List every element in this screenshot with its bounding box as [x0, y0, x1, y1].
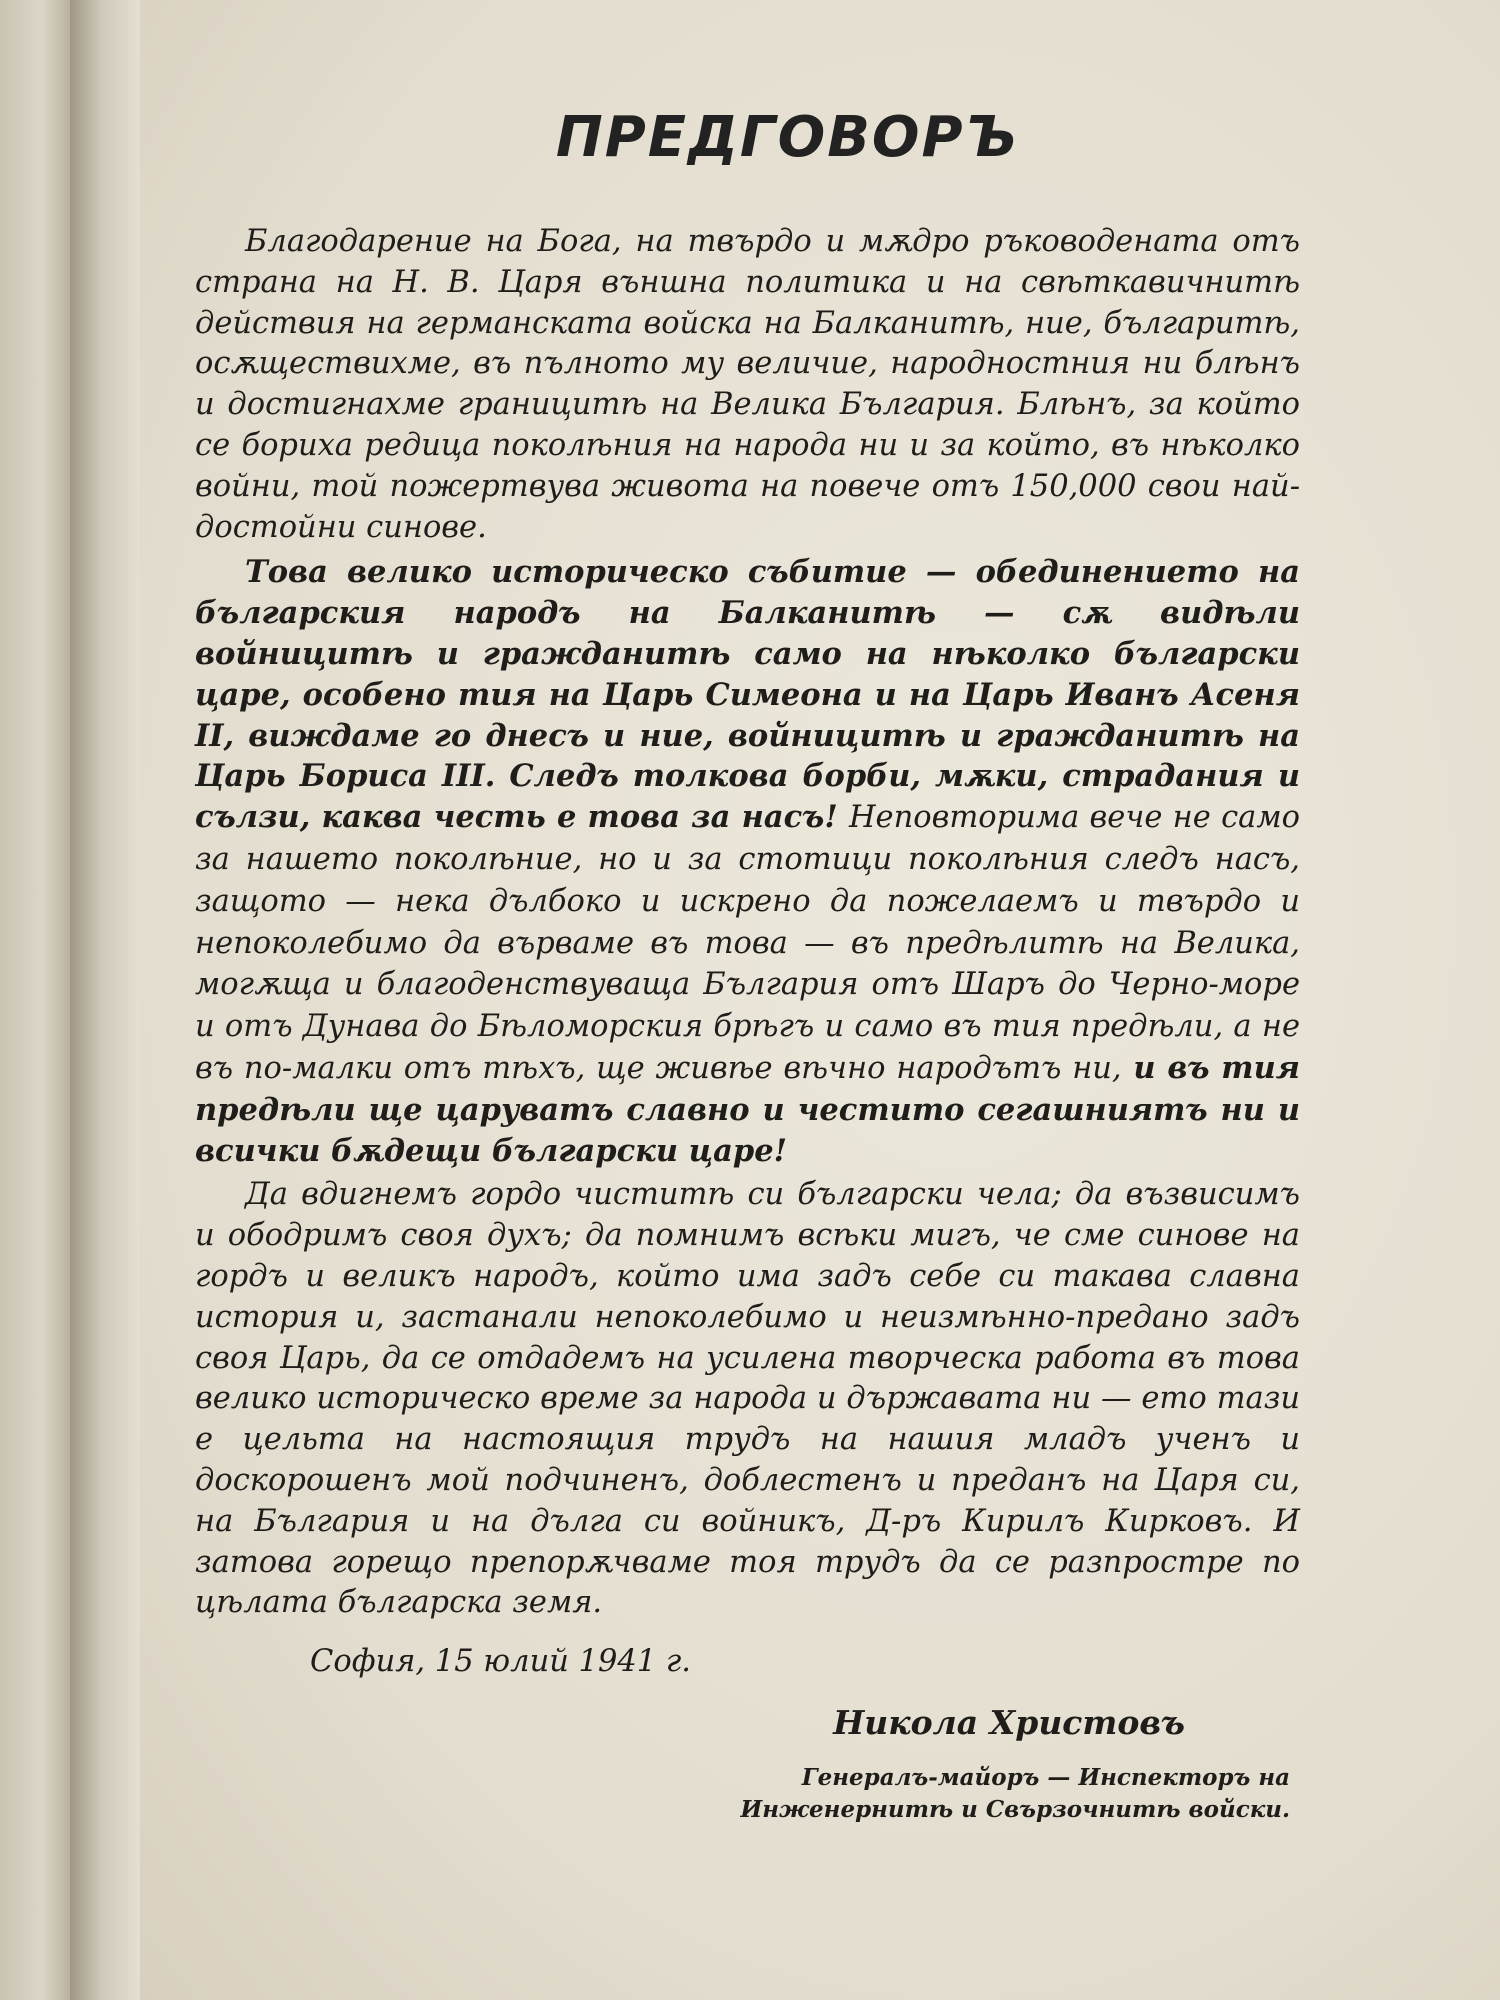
- paragraph-3: Да вдигнемъ гордо чиститѣ си български чела; да възвисимъ и ободримъ своя духъ; да помнимъ всѣки мигъ, че сме синове на гордъ и великъ народъ, който има задъ себе си такава славна история и, застанали непоколебимо и неизмѣнно-предано задъ своя Царь, да се отдадемъ на усилена творческа работа въ това велико историческо време за народа и държавата ни — ето тази е цельта на настоящия трудъ на нашия младъ ученъ и доскорошенъ мой подчиненъ, доблестенъ и преданъ на Царя си, на България и на дълга си войникъ, Д-ръ Кирилъ Кирковъ. И затова горещо препорѫчваме тоя трудъ да се разпростре по цѣлата българска земя.: [195, 1177, 1300, 1621]
- author-rank: [195, 1762, 1290, 1826]
- author-rank-line-2: Инженернитѣ и Свързочнитѣ войски.: [740, 1796, 1290, 1824]
- author-signature: Никола Христовъ: [833, 1703, 1185, 1743]
- paragraph-2-closing-bold: и въ тия предѣли ще царуватъ славно и честито сегашниятъ ни и всички бѫдещи български царе!: [195, 1049, 1301, 1169]
- author-rank-line-1: Генералъ-майоръ — Инспекторъ на: [801, 1764, 1290, 1792]
- paragraph-2-regular-part: Неповторима вече не само за нашето поколѣние, но и за стотици поколѣния следъ насъ, защото — нека дълбоко и искрено да пожелаемъ и твърдо и непоколебимо да вървамe въ това — въ предѣлитѣ на Велика, могѫща и благоденствуваща България отъ Шаръ до Черно-море и отъ Дунава до Бѣломорския брѣгъ и само въ тия предѣли, а не въ по-малки отъ тѣхъ, ще живѣе вѣчно народътъ ни,: [195, 800, 1300, 1086]
- page-title: ПРЕДГОВОРЪ: [555, 105, 1020, 170]
- book-gutter: [70, 0, 140, 2000]
- paragraph-2: [195, 552, 1300, 1171]
- facing-page-edge: [0, 0, 70, 2000]
- paragraph-1: Благодарение на Бога, на твърдо и мѫдро ръководената отъ страна на Н. В. Царя външна политика и на свѣткавичнитѣ действия на германската войска на Балканитѣ, ние, българитѣ, осѫществихме, въ пълното му величие, народностния ни блѣнъ и достигнахме границитѣ на Велика България. Блѣнъ, за който се бориха редица поколѣния на народа ни и за който, въ нѣколко войни, той пожертвува живота на повече отъ 150,000 свои най-достойни синове.: [195, 224, 1300, 545]
- paragraph-2-bold-part: Това велико историческо събитие — обединението на българския народъ на Балканитѣ — сѫ видѣли войницитѣ и гражданитѣ само на нѣколко български царе, особено тия на Царь Симеона и на Царь Иванъ Асеня II, виждаме го днесъ и ние, войницитѣ и гражданитѣ на Царь Бориса III. Следъ толкова борби, мѫки, страдания и сълзи, каква честь е това за насъ!: [195, 554, 1300, 836]
- place-and-date: София, 15 юлий 1941 г.: [310, 1644, 691, 1680]
- preface-text-block: [195, 105, 1300, 1826]
